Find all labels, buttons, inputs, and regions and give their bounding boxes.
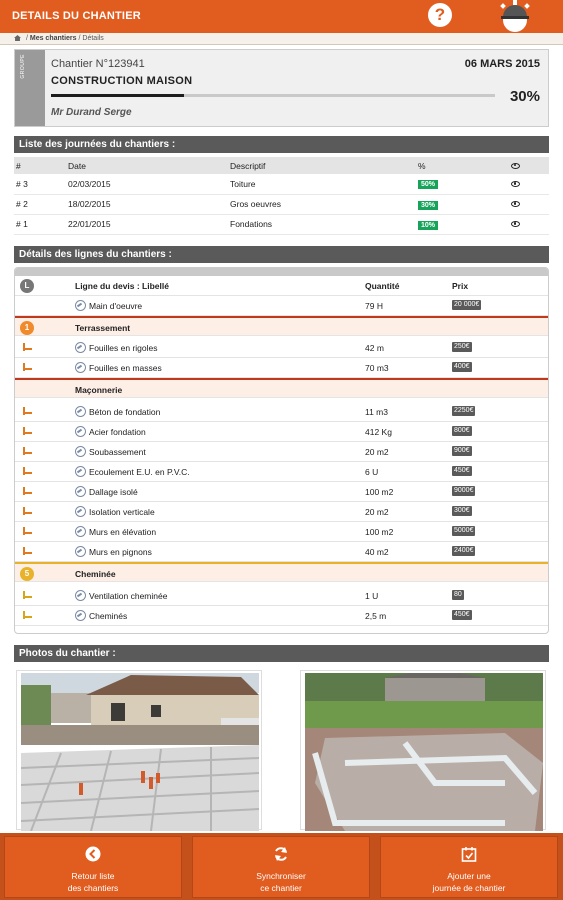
item-prix: 2400€ — [454, 547, 474, 554]
footer-action-bar — [0, 833, 563, 900]
chantier-date: 06 MARS 2015 — [464, 58, 540, 70]
item-libelle: Isolation verticale — [89, 507, 155, 517]
item-libelle: Dallage isolé — [89, 487, 138, 497]
construction-photo-2 — [305, 673, 543, 831]
list-item[interactable] — [15, 442, 549, 462]
gauge-icon — [75, 610, 86, 621]
item-quantite: 100 m2 — [365, 487, 394, 497]
list-item[interactable] — [15, 522, 549, 542]
group-row — [15, 316, 549, 336]
row-date: 22/01/2015 — [66, 214, 228, 234]
item-prix: 80 — [454, 591, 462, 598]
item-quantite: 412 Kg — [365, 427, 392, 437]
table-row[interactable] — [14, 174, 549, 194]
sub-arrow-icon — [23, 527, 35, 537]
breadcrumb-sep: / — [78, 35, 81, 42]
ligne-marker-icon: L — [20, 279, 34, 293]
item-prix: 900€ — [454, 447, 470, 454]
item-quantite: 40 m2 — [365, 547, 389, 557]
gauge-icon — [75, 526, 86, 537]
gauge-icon — [75, 466, 86, 477]
section-photos-title: Photos du chantier : — [14, 645, 549, 662]
item-prix: 9000€ — [454, 487, 474, 494]
photo-thumbnail[interactable] — [16, 670, 262, 830]
col-num: # — [14, 157, 66, 174]
header-quantite: Quantité — [365, 281, 400, 291]
ajouter-journee-label: Ajouter une journée de chantier — [432, 871, 506, 893]
group-marker-icon: 5 — [20, 567, 34, 581]
sub-arrow-icon — [23, 427, 35, 437]
row-date: 18/02/2015 — [66, 194, 228, 214]
photo-thumbnail[interactable] — [300, 670, 546, 830]
breadcrumb — [0, 33, 563, 45]
item-libelle: Ventilation cheminée — [89, 591, 168, 601]
lignes-table — [14, 267, 549, 634]
journees-table — [14, 157, 549, 235]
item-libelle: Acier fondation — [89, 427, 146, 437]
table-row[interactable] — [14, 194, 549, 214]
item-quantite: 11 m3 — [365, 407, 388, 417]
gauge-icon — [75, 590, 86, 601]
back-arrow-circle-icon — [85, 846, 101, 862]
row-percent-badge: 10% — [418, 221, 438, 230]
lignes-header-row — [15, 276, 549, 296]
gauge-icon — [75, 446, 86, 457]
help-icon[interactable]: ? — [428, 3, 452, 27]
item-libelle: Fouilles en masses — [89, 363, 162, 373]
view-eye-icon[interactable] — [511, 201, 520, 207]
synchroniser-button[interactable] — [192, 836, 370, 898]
progress-percent: 30% — [509, 88, 540, 105]
group-row — [15, 562, 549, 582]
item-prix: 250€ — [454, 343, 470, 350]
row-desc: Gros oeuvres — [228, 194, 416, 214]
list-item[interactable] — [15, 586, 549, 606]
table-row[interactable] — [14, 214, 549, 234]
header-libelle: Ligne du devis : Libellé — [75, 281, 169, 291]
gauge-icon — [75, 300, 86, 311]
sub-arrow-icon — [23, 611, 35, 621]
list-item[interactable] — [15, 462, 549, 482]
col-view — [509, 157, 549, 174]
item-libelle: Soubassement — [89, 447, 146, 457]
card-color-band — [15, 50, 45, 126]
group-name: Cheminée — [75, 569, 116, 579]
list-item[interactable] — [15, 542, 549, 562]
section-lignes-title: Détails des lignes du chantiers : — [14, 246, 549, 263]
item-prix: 800€ — [454, 427, 470, 434]
section-journees-title: Liste des journées du chantiers : — [14, 136, 549, 153]
top-app-bar — [0, 0, 563, 33]
row-num: # 2 — [14, 194, 66, 214]
list-item[interactable] — [15, 422, 549, 442]
chantier-number: Chantier N°123941 — [51, 58, 145, 70]
row-desc: Toiture — [228, 174, 416, 194]
progress-bar — [51, 94, 495, 97]
band-logo-text: GROUPE — [20, 54, 26, 79]
sub-arrow-icon — [23, 467, 35, 477]
item-quantite: 2,5 m — [365, 611, 387, 621]
eye-icon — [511, 163, 520, 169]
row-date: 02/03/2015 — [66, 174, 228, 194]
list-item[interactable] — [15, 606, 549, 626]
item-quantite: 70 m3 — [365, 363, 389, 373]
list-item[interactable] — [15, 402, 549, 422]
list-item[interactable] — [15, 482, 549, 502]
item-prix: 5000€ — [454, 527, 474, 534]
chantier-name: CONSTRUCTION MAISON — [51, 75, 193, 87]
row-percent-badge: 50% — [418, 180, 438, 189]
item-quantite: 100 m2 — [365, 527, 394, 537]
view-eye-icon[interactable] — [511, 181, 520, 187]
gauge-icon — [75, 362, 86, 373]
sub-arrow-icon — [23, 407, 35, 417]
item-quantite: 6 U — [365, 467, 379, 477]
chantier-summary-card — [14, 49, 549, 127]
item-libelle: Cheminés — [89, 611, 128, 621]
row-num: # 1 — [14, 214, 66, 234]
gauge-icon — [75, 506, 86, 517]
item-quantite: 20 m2 — [365, 447, 389, 457]
row-desc: Fondations — [228, 214, 416, 234]
home-icon[interactable] — [14, 35, 21, 41]
breadcrumb-sep: / — [25, 35, 28, 42]
item-quantite: 1 U — [365, 591, 379, 601]
sub-arrow-icon — [23, 447, 35, 457]
item-quantite: 79 H — [365, 301, 383, 311]
list-item[interactable] — [15, 502, 549, 522]
header-prix: Prix — [452, 281, 469, 291]
calendar-check-icon — [461, 846, 477, 862]
item-libelle: Murs en élévation — [89, 527, 157, 537]
client-name: Mr Durand Serge — [51, 107, 132, 118]
helmet-gear-icon[interactable] — [497, 0, 533, 32]
item-prix: 450€ — [454, 611, 470, 618]
retour-liste-button[interactable] — [4, 836, 182, 898]
view-eye-icon[interactable] — [511, 221, 520, 227]
item-libelle: Béton de fondation — [89, 407, 161, 417]
gauge-icon — [75, 342, 86, 353]
gauge-icon — [75, 406, 86, 417]
retour-liste-label: Retour liste des chantiers — [67, 871, 119, 893]
item-prix: 400€ — [454, 363, 470, 370]
sub-arrow-icon — [23, 547, 35, 557]
group-name: Maçonnerie — [75, 385, 123, 395]
row-num: # 3 — [14, 174, 66, 194]
breadcrumb-details: Détails — [82, 35, 104, 42]
item-libelle: Main d'oeuvre — [89, 301, 143, 311]
breadcrumb-mes-chantiers[interactable]: Mes chantiers — [29, 35, 77, 42]
group-name: Terrassement — [75, 323, 131, 333]
group-marker-icon: 1 — [20, 321, 34, 335]
gauge-icon — [75, 486, 86, 497]
list-item[interactable] — [15, 358, 549, 378]
sub-arrow-icon — [23, 487, 35, 497]
ajouter-journee-button[interactable] — [380, 836, 558, 898]
item-libelle: Murs en pignons — [89, 547, 152, 557]
col-date: Date — [66, 157, 228, 174]
col-descriptif: Descriptif — [228, 157, 416, 174]
row-percent-badge: 30% — [418, 201, 438, 210]
sub-arrow-icon — [23, 343, 35, 353]
col-percent: % — [416, 157, 509, 174]
gauge-icon — [75, 546, 86, 557]
sync-icon — [273, 846, 289, 862]
sub-arrow-icon — [23, 591, 35, 601]
sub-arrow-icon — [23, 507, 35, 517]
group-row — [15, 378, 549, 398]
item-quantite: 20 m2 — [365, 507, 389, 517]
sub-arrow-icon — [23, 363, 35, 373]
list-item[interactable] — [15, 338, 549, 358]
item-prix: 2250€ — [454, 407, 474, 414]
item-prix: 300€ — [454, 507, 470, 514]
progress-fill — [51, 94, 184, 97]
lignes-top-strip — [15, 268, 548, 276]
item-prix: 450€ — [454, 467, 470, 474]
construction-photo-1 — [21, 673, 259, 831]
item-libelle: Fouilles en rigoles — [89, 343, 158, 353]
list-item[interactable] — [15, 296, 549, 316]
gauge-icon — [75, 426, 86, 437]
photos-gallery — [14, 664, 549, 832]
item-libelle: Ecoulement E.U. en P.V.C. — [89, 467, 190, 477]
item-quantite: 42 m — [365, 343, 384, 353]
synchroniser-label: Synchroniser ce chantier — [256, 871, 306, 893]
page-title: DETAILS DU CHANTIER — [12, 10, 141, 22]
item-prix: 20 000€ — [454, 301, 480, 308]
